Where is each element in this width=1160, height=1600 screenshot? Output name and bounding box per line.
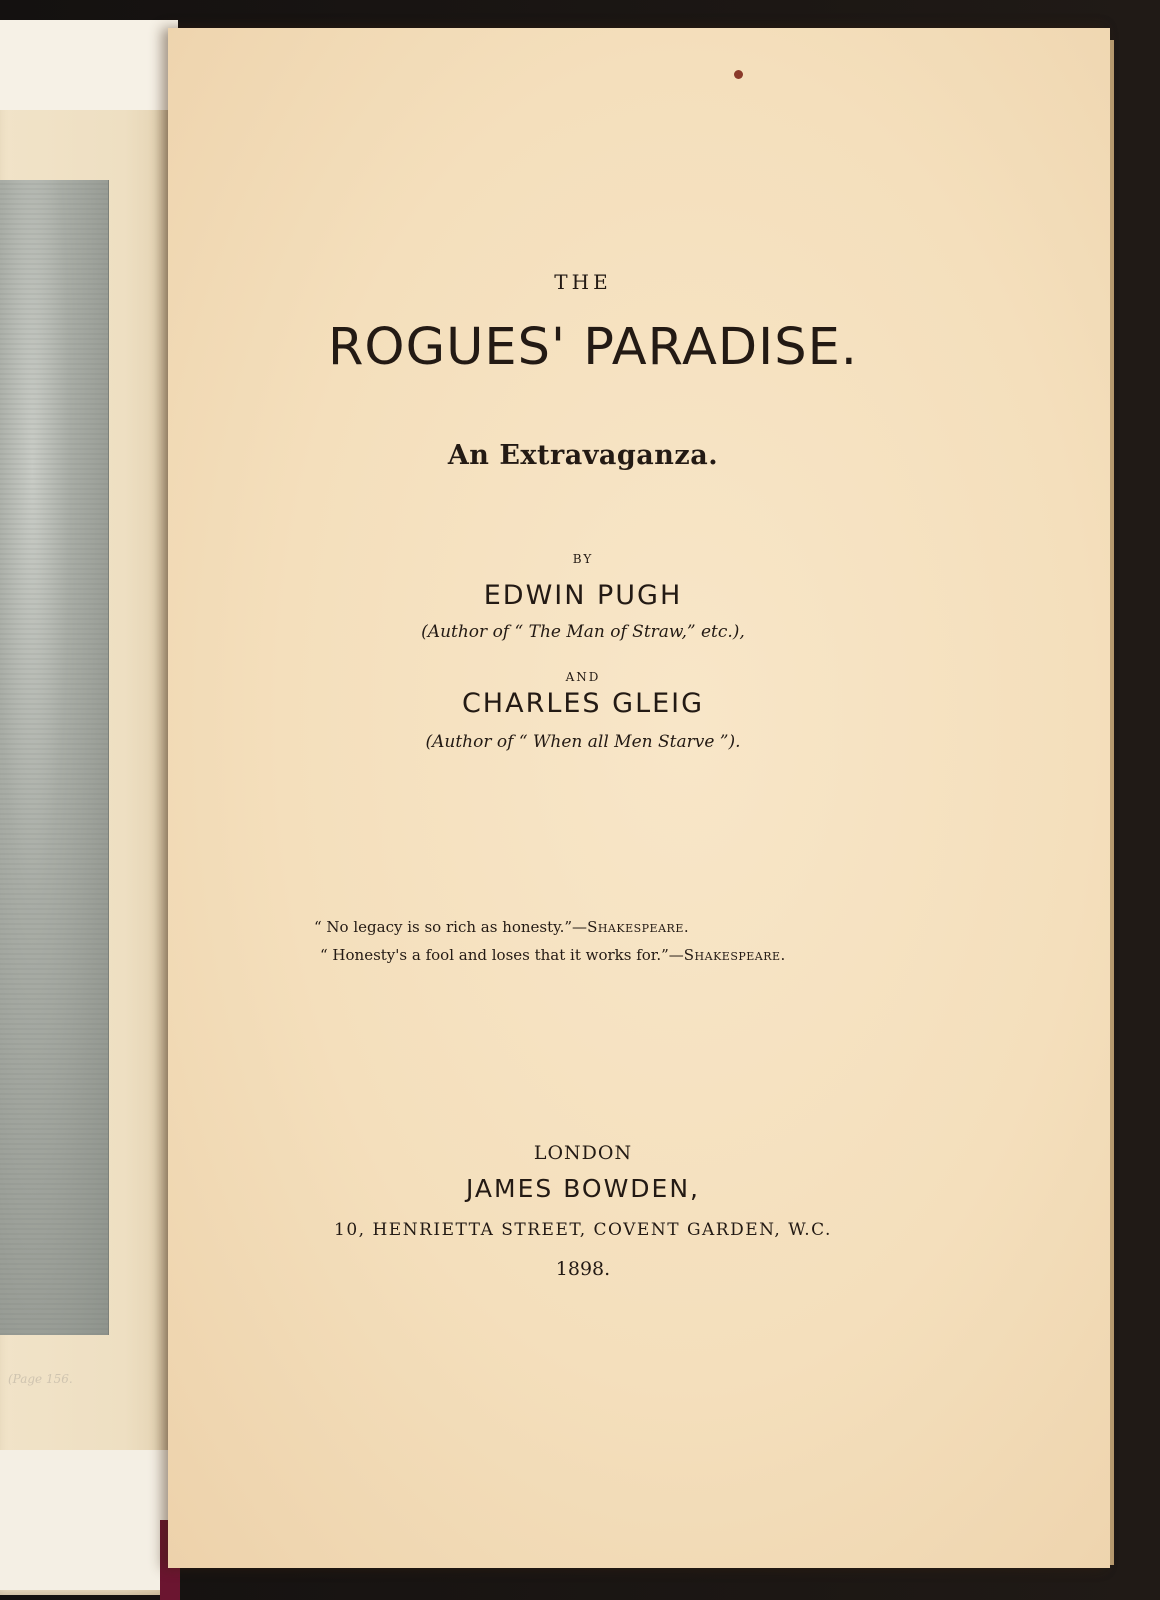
tissue-guard-bottom <box>0 1450 178 1590</box>
frontispiece-engraving <box>0 180 109 1335</box>
epigraph-1-source: Shakespeare. <box>587 918 690 936</box>
epigraph-2 <box>320 946 786 964</box>
title-page <box>168 28 1110 1568</box>
epigraph-2-quote: “ Honesty's a fool and loses that it works for.”— <box>320 946 684 964</box>
author-note-2: (Author of “ When all Men Starve ”). <box>425 732 741 752</box>
author-name-1: EDWIN PUGH <box>483 580 683 611</box>
imprint-year: 1898. <box>555 1258 611 1280</box>
epigraph-2-source: Shakespeare. <box>683 946 786 964</box>
frontispiece-caption: (Page 156. <box>8 1372 73 1386</box>
book-title: ROGUES' PARADISE. <box>327 318 858 377</box>
author-name-2: CHARLES GLEIG <box>461 688 705 719</box>
imprint-address: 10, HENRIETTA STREET, COVENT GARDEN, W.C. <box>334 1220 832 1240</box>
imprint-publisher: JAMES BOWDEN, <box>465 1174 701 1203</box>
epigraph-1 <box>314 918 689 936</box>
foxing-spot <box>734 70 743 79</box>
tissue-guard <box>0 20 178 110</box>
by-line: BY <box>572 552 594 566</box>
frontispiece-page <box>0 20 178 1595</box>
epigraph-1-quote: “ No legacy is so rich as honesty.”— <box>314 918 588 936</box>
and-line: AND <box>565 670 601 684</box>
imprint-city: LONDON <box>533 1142 633 1164</box>
author-note-1: (Author of “ The Man of Straw,” etc.), <box>421 622 745 642</box>
book-subtitle: An Extravaganza. <box>447 440 719 471</box>
title-article: THE <box>554 270 612 294</box>
